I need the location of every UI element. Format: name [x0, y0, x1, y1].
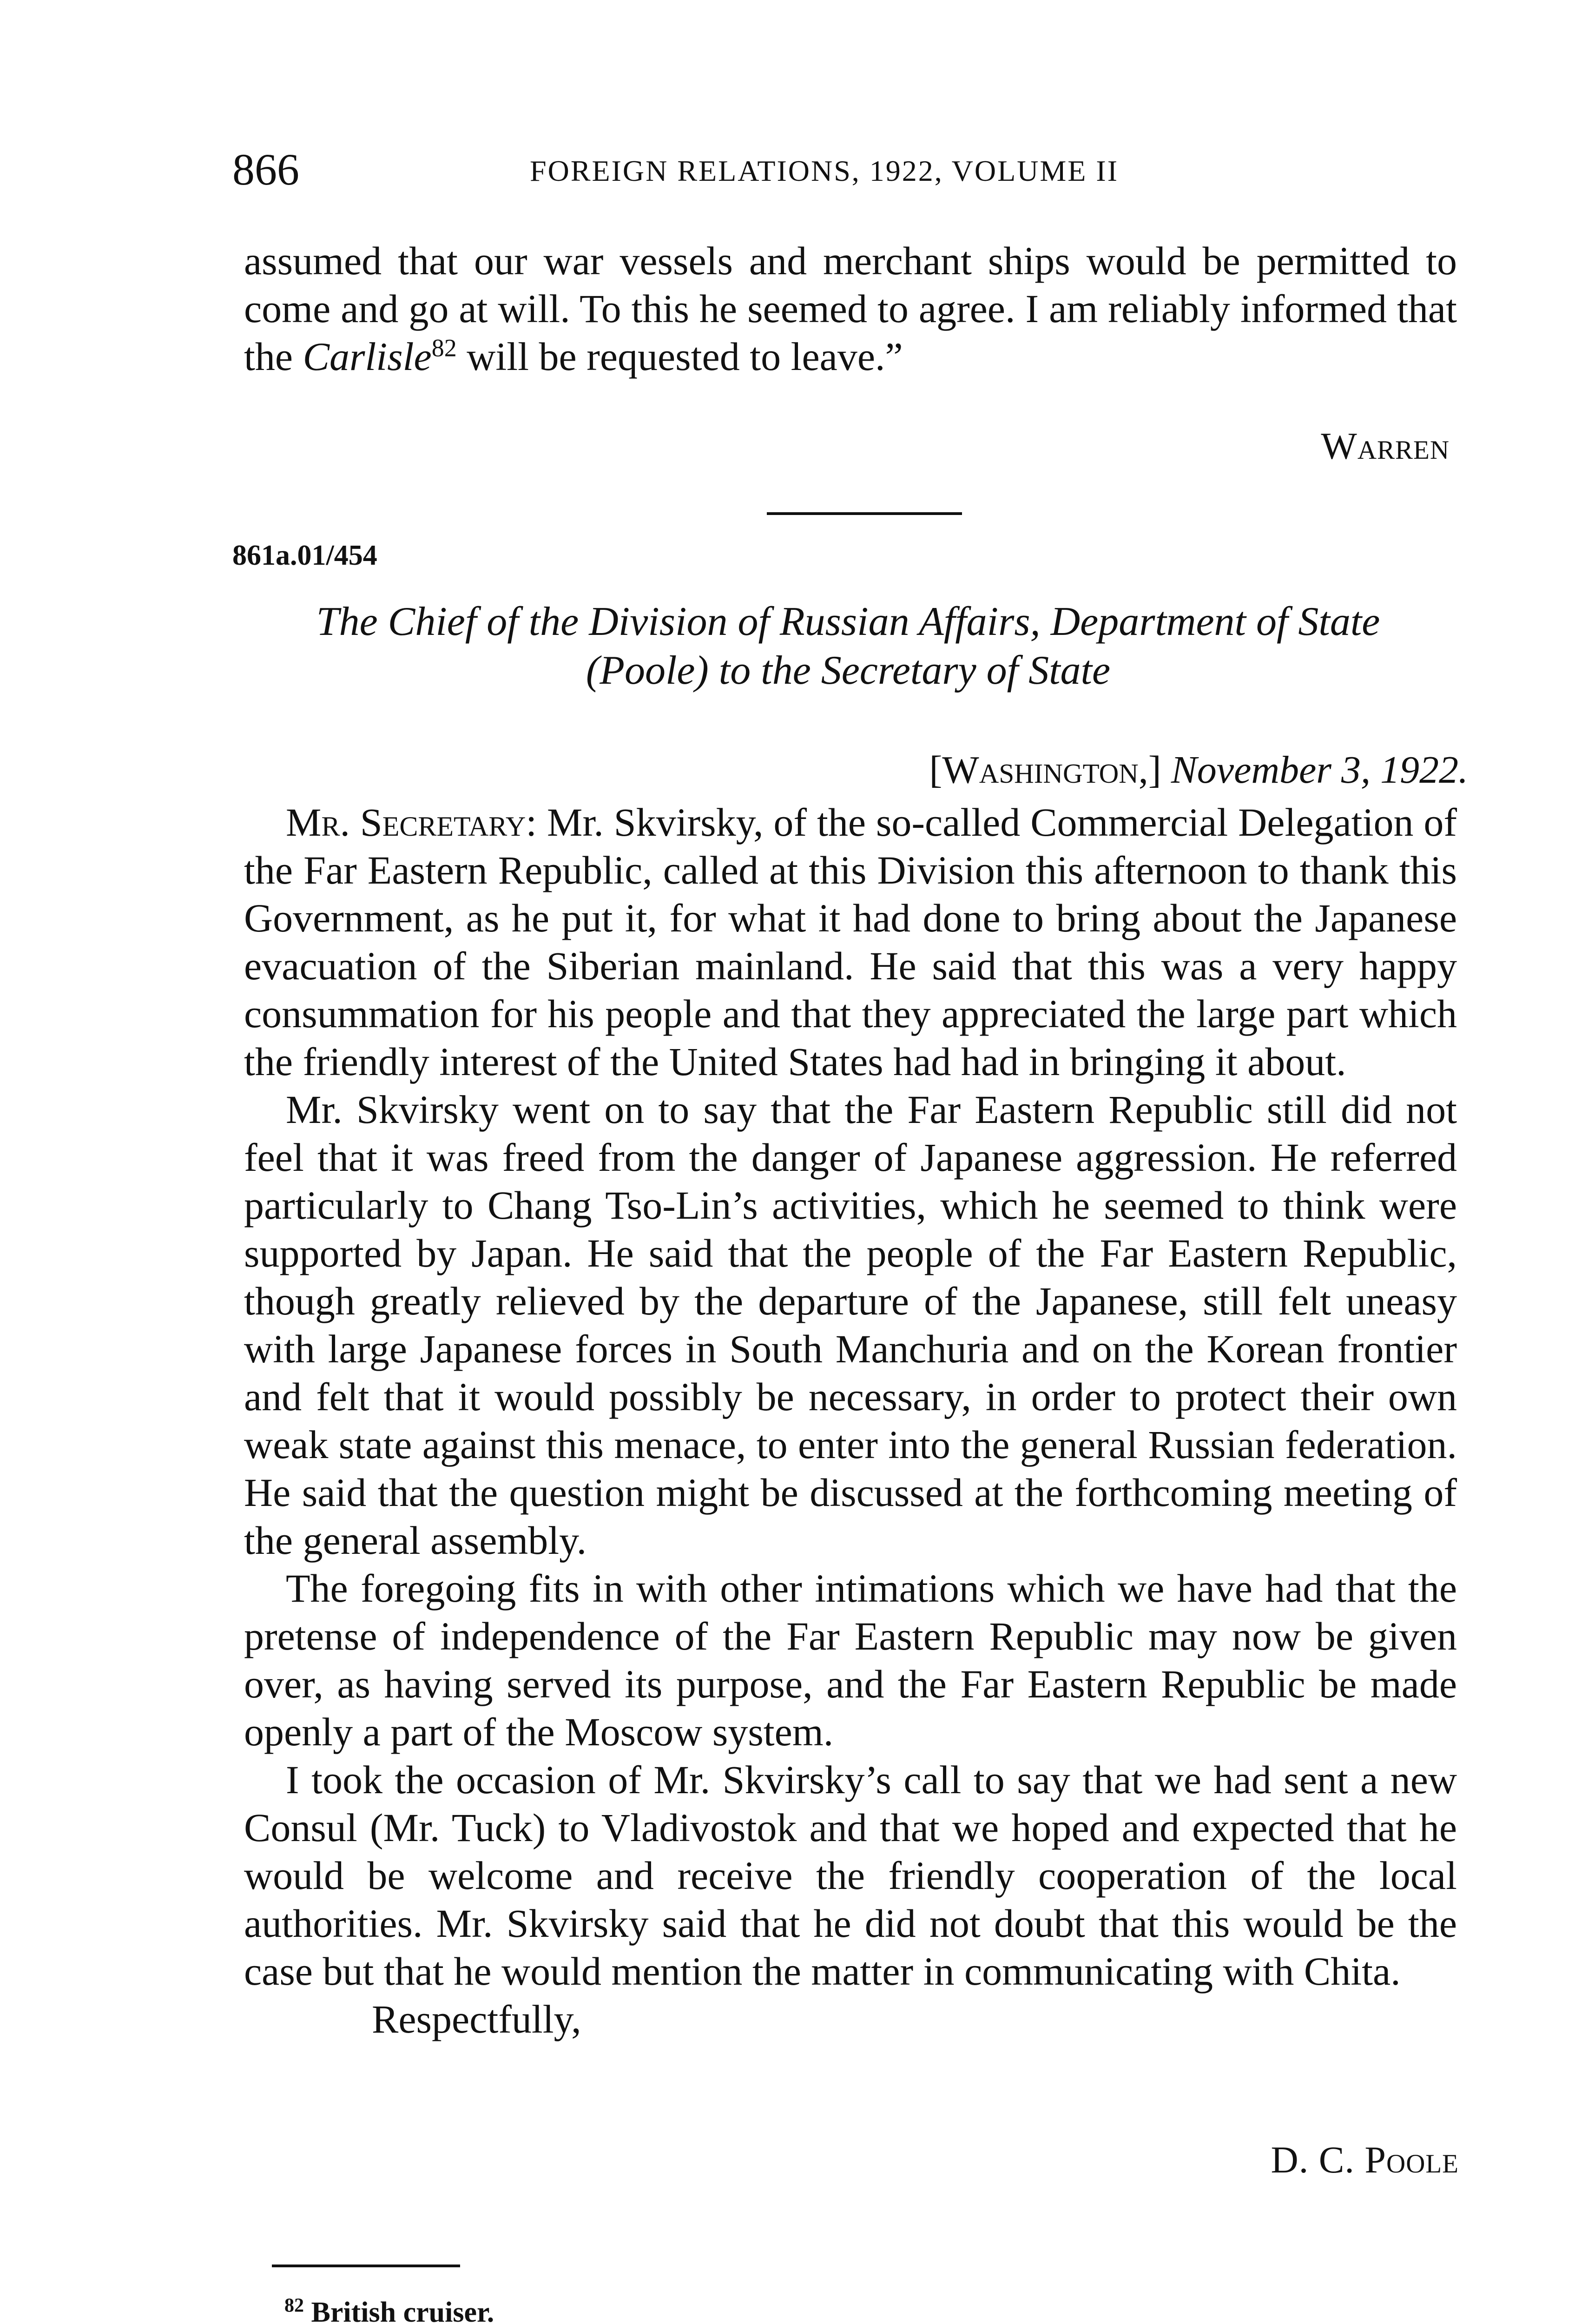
running-head: FOREIGN RELATIONS, 1922, VOLUME II [530, 154, 1119, 187]
ship-name: Carlisle [303, 334, 432, 379]
paragraph-3: The foregoing fits in with other intimations which we have had that the pretense of independence of the Far Eastern Republic may now be given over, as having served its purpose, and the Far Eastern Republic be made openly a part of the Moscow system. [244, 1566, 1457, 1754]
dateline-date: November 3, 1922. [1171, 748, 1468, 792]
footnote-marker: 82 [284, 2295, 304, 2317]
dateline-place: [Washington,] [929, 748, 1161, 792]
letter-body [244, 799, 1457, 2043]
paragraph-4: I took the occasion of Mr. Skvirsky’s call to say that we had sent a new Consul (Mr. Tuck) to Vladivostok and that we hoped and expected that he would be welcome and receive the friendly cooperation of the local authorities. Mr. Skvirsky said that he did not doubt that this would be the case but that he would mention the matter in communicating with Chita. [244, 1757, 1457, 1994]
file-number: 861a.01/454 [232, 540, 377, 571]
footnote [284, 2294, 494, 2324]
section-divider [767, 512, 962, 515]
opening-text-after-marker: will be requested to leave.” [456, 334, 903, 379]
page-header [232, 144, 1464, 195]
opening-paragraph [244, 237, 1457, 381]
page-number: 866 [232, 145, 299, 194]
signature-warren: Warren [1321, 425, 1450, 467]
signature-poole: D. C. Poole [1271, 2139, 1459, 2181]
paragraph-1: Mr. Skvirsky, of the so-called Commercial Delegation of the Far Eastern Republic, called at this Division this afternoon to thank this Government, as he put it, for what it had done to bring about the Japanese evacuation of the Siberian mainland. He said that this was a very happy consummation for his people and that they appreciated the large part which the friendly interest of the United States had had in bringing it about. [244, 800, 1457, 1084]
document-heading-line-1: The Chief of the Division of Russian Affairs, Department of State [316, 599, 1380, 644]
document-heading-line-2: (Poole) to the Secretary of State [586, 648, 1111, 693]
paragraph-2: Mr. Skvirsky went on to say that the Far Eastern Republic still did not feel that it was freed from the danger of Japanese aggression. He referred particularly to Chang Tso-Lin’s activities, which he seemed to think were supported by Japan. He said that the people of the Far Eastern Republic, though greatly relieved by the departure of the Japanese, still felt uneasy with large Japanese forces in South Manchuria and on the Korean frontier and felt that it would possibly be necessary, in order to protect their own weak state against this menace, to enter into the general Russian federation. He said that the question might be discussed at the forthcoming meeting of the general assembly. [244, 1087, 1457, 1563]
dateline [929, 746, 1468, 794]
opening-text-before-ship: assumed that our war vessels and merchant ships would be permitted to come and go at will. To this he seemed to agree. I am reliably informed that the [244, 238, 1457, 379]
footnote-reference: 82 [431, 334, 457, 362]
salutation: Mr. Secretary: [286, 800, 537, 845]
footnote-divider [272, 2265, 460, 2267]
footnote-text: British cruiser. [311, 2297, 494, 2324]
closing: Respectfully, [372, 1997, 581, 2041]
first-paragraph [244, 799, 1457, 1086]
